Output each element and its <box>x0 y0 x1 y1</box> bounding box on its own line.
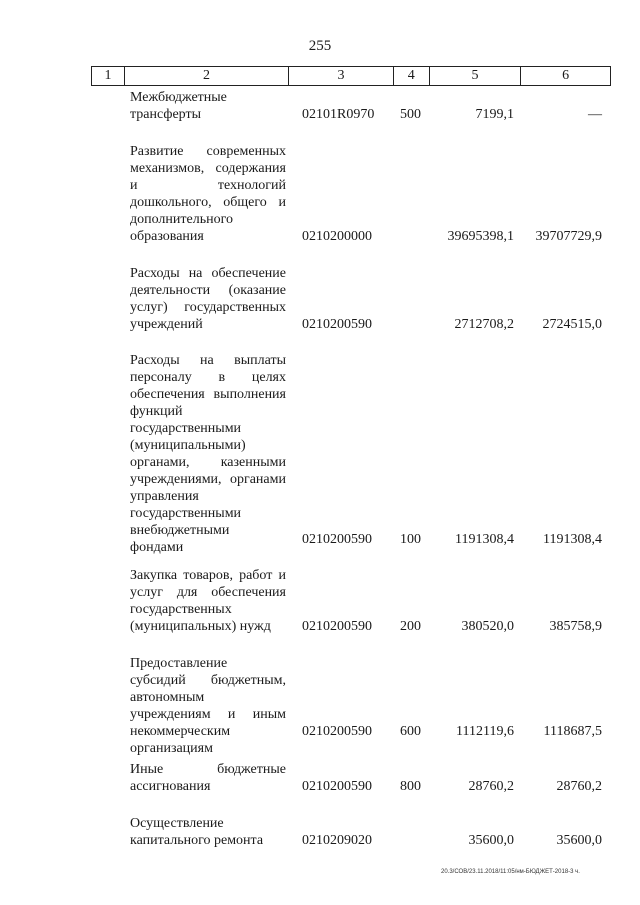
row-value-col5: 39695398,1 <box>447 229 514 244</box>
row-code: 0210200590 <box>302 724 372 739</box>
row-code: 0210209020 <box>302 833 372 848</box>
footer-document-id: 20.3/СОВ/23.11.2018/11:05/нм-БЮДЖЕТ-2018-3 ч. <box>441 869 580 875</box>
row-expense-type: 100 <box>400 532 421 547</box>
row-name: Расходы на выплаты персоналу в целях обеспечения выполнения функций государственными (муниципальными) органами, казенными учреждениями, органами управления государственными внебюджетными фондами <box>130 353 286 555</box>
row-value-col6: 1191308,4 <box>543 532 602 547</box>
column-header-2: 2 <box>125 67 289 85</box>
column-header-1: 1 <box>92 67 125 85</box>
row-value-col5: 7199,1 <box>475 107 514 122</box>
row-value-col6: 1118687,5 <box>543 724 602 739</box>
row-name: Расходы на обеспечение деятельности (оказание услуг) государственных учреждений <box>130 266 286 332</box>
row-code: 0210200590 <box>302 532 372 547</box>
row-code: 0210200590 <box>302 779 372 794</box>
row-code: 02101R0970 <box>302 107 375 122</box>
row-code: 0210200000 <box>302 229 372 244</box>
row-value-col5: 2712708,2 <box>454 317 514 332</box>
row-value-col6: — <box>588 107 602 122</box>
row-value-col5: 1191308,4 <box>455 532 514 547</box>
row-name: Иные бюджетные ассигнования <box>130 762 286 794</box>
row-value-col5: 1112119,6 <box>456 724 514 739</box>
row-value-col6: 39707729,9 <box>535 229 602 244</box>
row-value-col5: 28760,2 <box>468 779 514 794</box>
row-name: Закупка товаров, работ и услуг для обеспечения государственных (муниципальных) нужд <box>130 568 286 634</box>
row-expense-type: 600 <box>400 724 421 739</box>
column-header-3: 3 <box>289 67 394 85</box>
row-expense-type: 500 <box>400 107 421 122</box>
row-expense-type: 800 <box>400 779 421 794</box>
column-header-4: 4 <box>394 67 430 85</box>
row-value-col6: 35600,0 <box>556 833 602 848</box>
column-header-6: 6 <box>562 68 570 83</box>
row-code: 0210200590 <box>302 317 372 332</box>
row-value-col6: 385758,9 <box>549 619 602 634</box>
row-name: Осуществление капитального ремонта <box>130 816 264 848</box>
row-value-col5: 380520,0 <box>461 619 514 634</box>
page-number: 255 <box>308 38 332 54</box>
row-expense-type: 200 <box>400 619 421 634</box>
row-value-col6: 28760,2 <box>556 779 602 794</box>
column-header-5: 5 <box>430 67 522 85</box>
row-name: Предоставление субсидий бюджетным, автономным учреждениям и иным некоммерческим организациям <box>130 656 286 756</box>
row-name: Межбюджетные трансферты <box>130 90 227 122</box>
row-code: 0210200590 <box>302 619 372 634</box>
column-header-row <box>91 66 611 86</box>
row-value-col6: 2724515,0 <box>542 317 602 332</box>
row-name: Развитие современных механизмов, содержания и технологий дошкольного, общего и дополнительного образования <box>130 144 286 244</box>
row-value-col5: 35600,0 <box>468 833 514 848</box>
